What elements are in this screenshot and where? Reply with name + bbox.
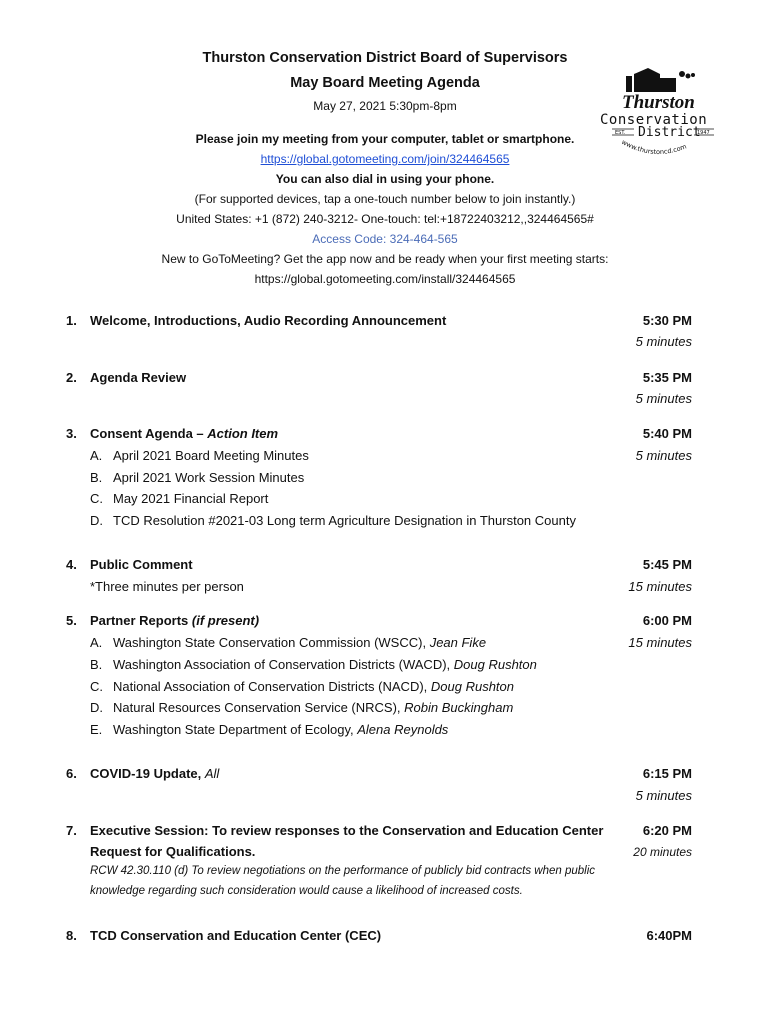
svg-text:1947: 1947 [697, 130, 710, 136]
item-duration: 5 minutes [635, 334, 692, 349]
new-user-text: New to GoToMeeting? Get the app now and be ready when your first meeting starts: [161, 252, 609, 266]
agenda-item-title: Agenda Review [90, 370, 187, 385]
meeting-date: May 27, 2021 5:30pm-8pm [313, 99, 457, 113]
svg-text:Conservation: Conservation [600, 112, 708, 128]
access-code: Access Code: 324-464-565 [312, 232, 458, 246]
item-time: 6:20 PM [642, 823, 692, 838]
item-time: 6:00 PM [642, 613, 692, 628]
agenda-item-title: Welcome, Introductions, Audio Recording Announcement [90, 313, 447, 328]
logo-emblem-icon [598, 64, 718, 168]
item-note: RCW 42.30.110 (d) To review negotiations on the performance of publicly bid contracts when public [90, 865, 595, 877]
item-duration: 15 minutes [628, 579, 692, 594]
agenda-item-title: Partner Reports (if present) [90, 613, 260, 628]
devices-instructions: (For supported devices, tap a one-touch number below to join instantly.) [194, 192, 576, 206]
document-subtitle: May Board Meeting Agenda [290, 75, 480, 91]
join-link[interactable]: https://global.gotomeeting.com/join/324464565 [260, 152, 510, 166]
agenda-item-title: TCD Conservation and Education Center (CEC) [90, 928, 382, 943]
item-time: 6:40PM [646, 928, 692, 943]
agenda-item-title: COVID-19 Update, All [90, 766, 220, 781]
svg-text:Thurston: Thurston [622, 92, 695, 113]
install-link[interactable]: https://global.gotomeeting.com/install/324464565 [254, 272, 516, 286]
item-time: 6:15 PM [642, 766, 692, 781]
phone-number: United States: +1 (872) 240-3212- One-touch: tel:+18722403212,,324464565# [176, 212, 594, 226]
district-logo [598, 64, 718, 168]
item-duration: 5 minutes [635, 788, 692, 803]
item-note: knowledge regarding such consideration would cause a likelihood of increased costs. [90, 885, 523, 897]
join-instructions: Please join my meeting from your computer, tablet or smartphone. [195, 132, 575, 146]
item-duration: 15 minutes [628, 635, 692, 650]
item-time: 5:40 PM [642, 426, 692, 441]
item-duration: 20 minutes [633, 845, 692, 859]
item-note: *Three minutes per person [90, 579, 244, 594]
item-duration: 5 minutes [635, 391, 692, 406]
item-time: 5:45 PM [642, 557, 692, 572]
svg-text:District: District [638, 125, 701, 140]
document-title: Thurston Conservation District Board of Supervisors [202, 50, 568, 66]
item-duration: 5 minutes [635, 448, 692, 463]
dial-instructions: You can also dial in using your phone. [275, 172, 495, 186]
item-time: 5:30 PM [642, 313, 692, 328]
item-time: 5:35 PM [642, 370, 692, 385]
agenda-item-title-cont: Request for Qualifications. [90, 844, 256, 859]
agenda-item-title: Public Comment [90, 557, 193, 572]
agenda-item-title: Consent Agenda – Action Item [90, 426, 279, 441]
svg-text:www.thurstoncd.com: www.thurstoncd.com [620, 137, 688, 157]
svg-text:EST.: EST. [615, 130, 626, 136]
agenda-item-title: Executive Session: To review responses to the Conservation and Education Center [90, 823, 604, 838]
